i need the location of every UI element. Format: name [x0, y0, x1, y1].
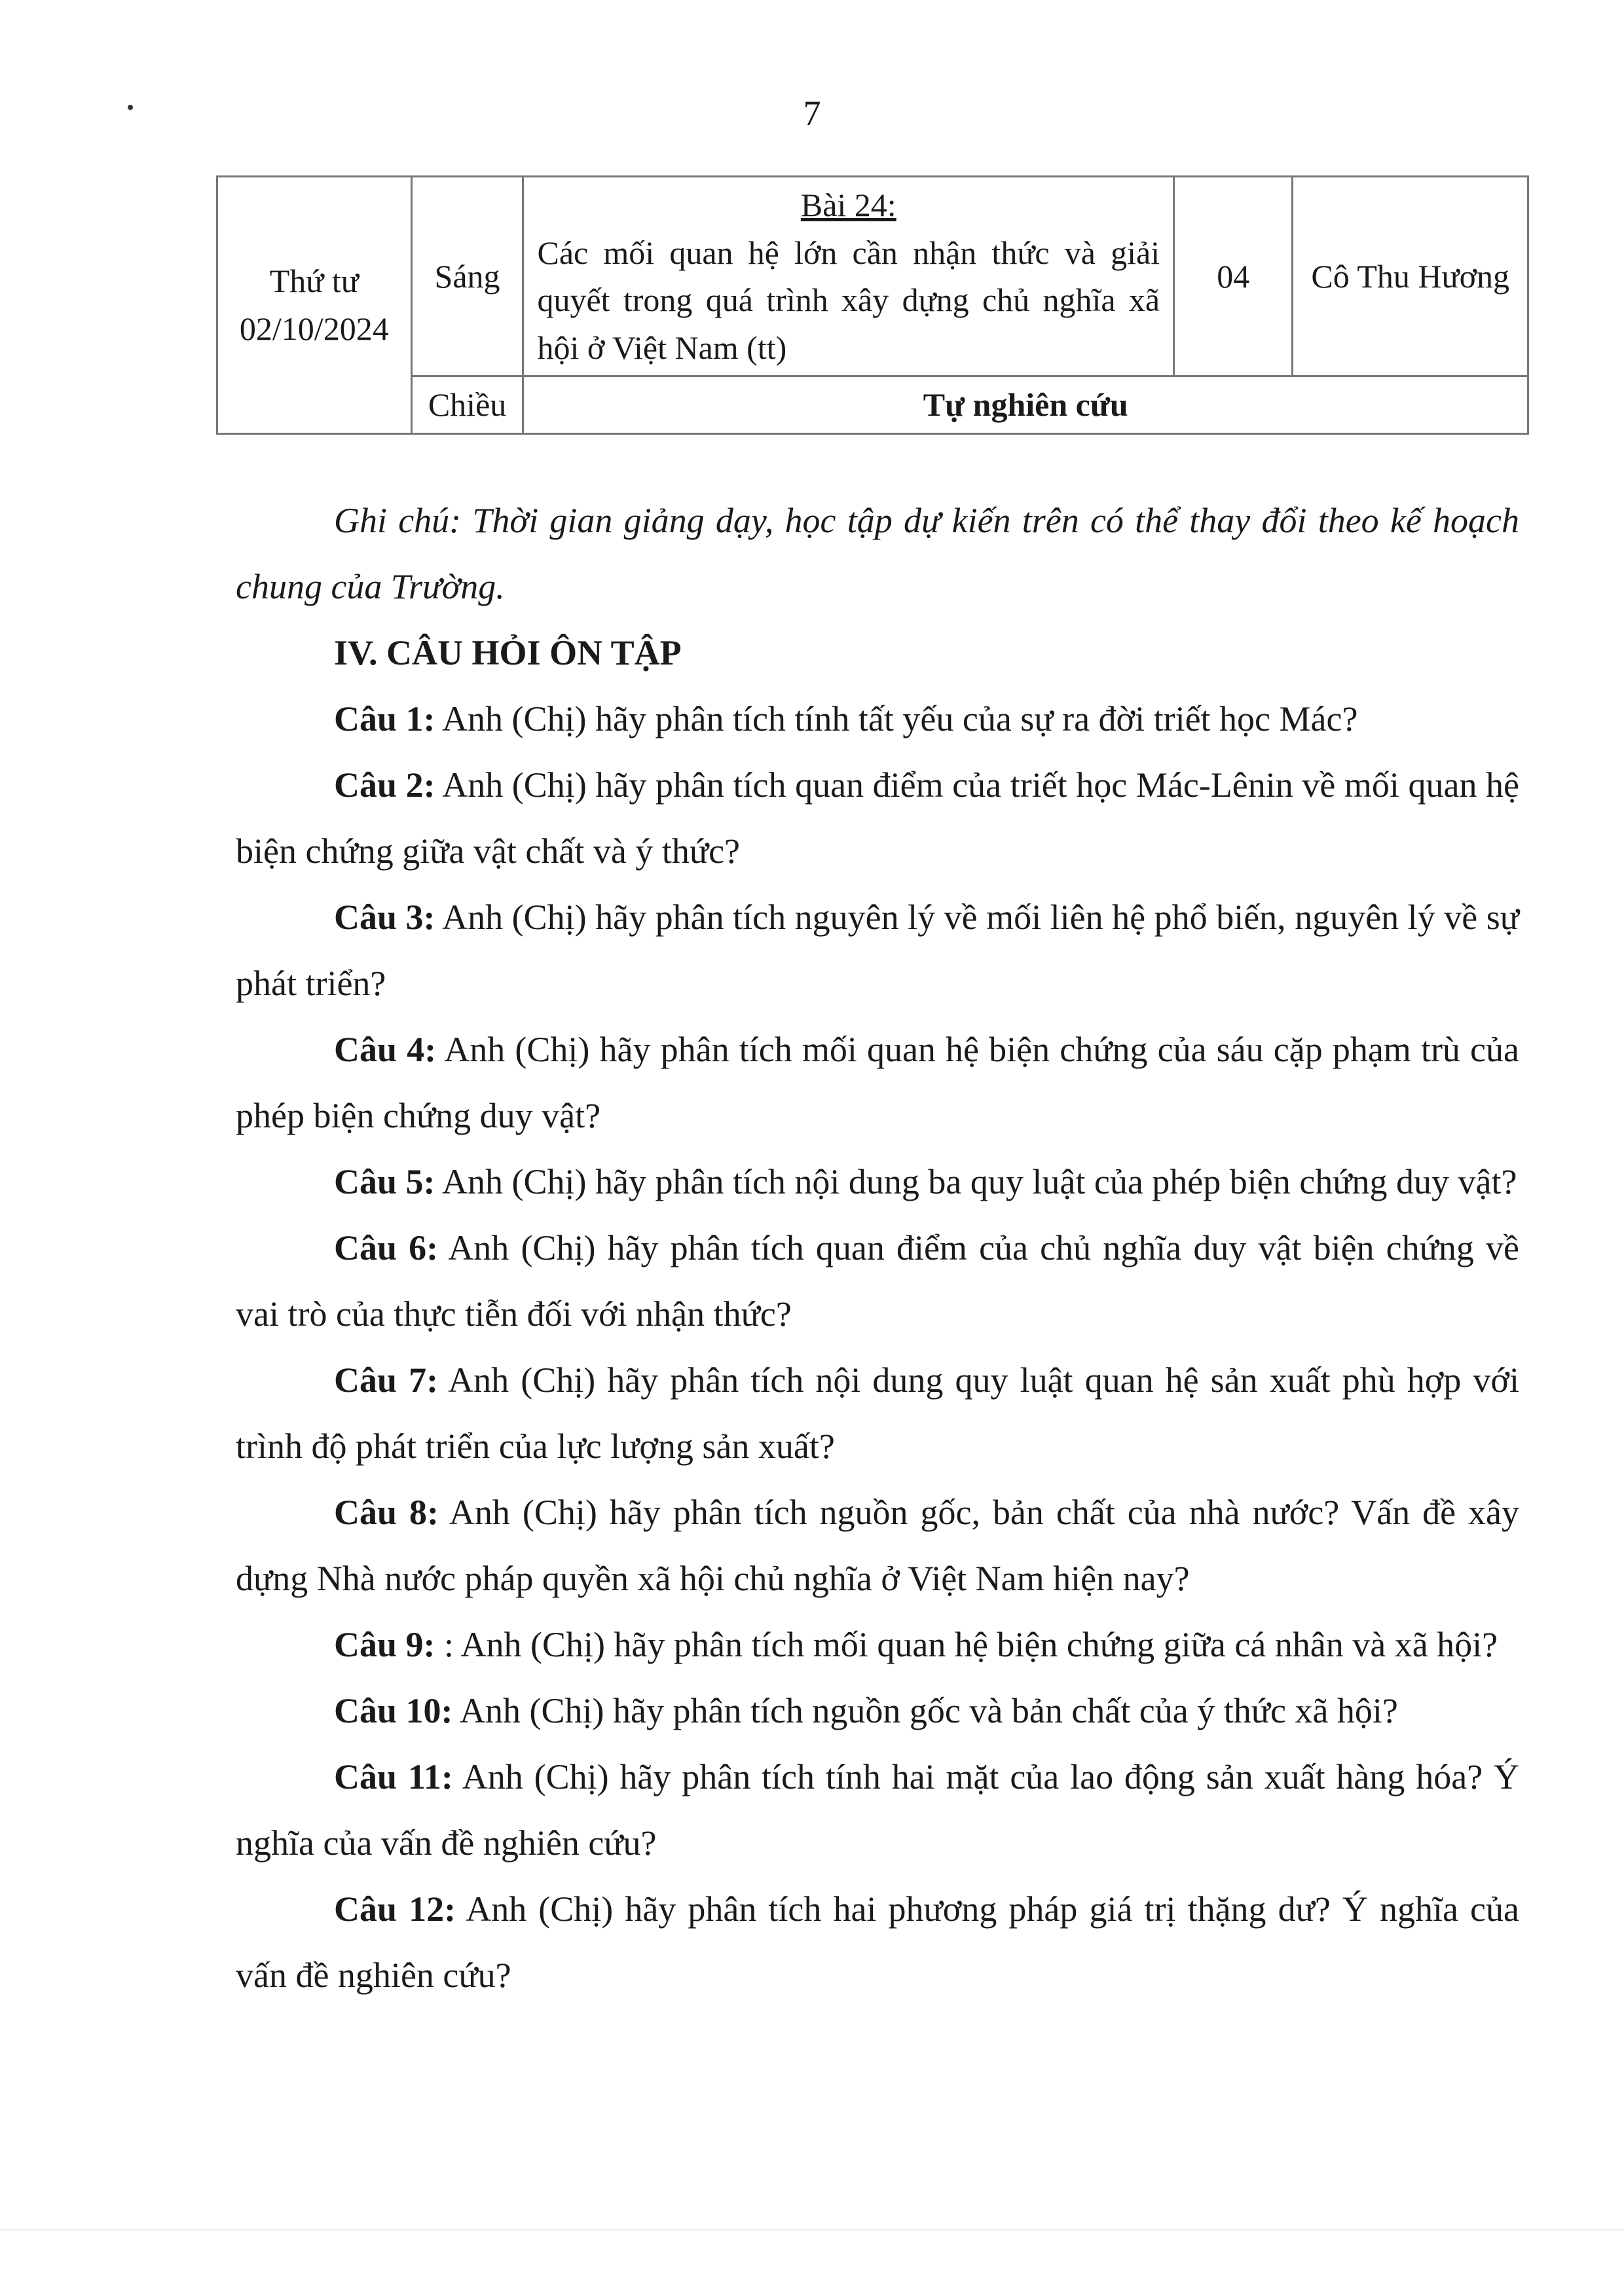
question-label: Câu 9:: [334, 1625, 435, 1664]
session-morning: Sáng: [411, 177, 523, 376]
question-text: Anh (Chị) hãy phân tích nội dung quy luật quan hệ sản xuất phù hợp với trình độ phát triển của lực lượng sản xuất?: [236, 1360, 1519, 1466]
session-afternoon: Chiều: [411, 376, 523, 434]
question-text: Anh (Chị) hãy phân tích hai phương pháp giá trị thặng dư? Ý nghĩa của vấn đề nghiên cứu?: [236, 1889, 1519, 1995]
review-question: [236, 1347, 1519, 1480]
review-question: [236, 1149, 1519, 1215]
review-question: [236, 1017, 1519, 1149]
section-heading: IV. CÂU HỎI ÔN TẬP: [334, 633, 682, 672]
question-label: Câu 3:: [334, 898, 435, 937]
question-text: Anh (Chị) hãy phân tích tính hai mặt của lao động sản xuất hàng hóa? Ý nghĩa của vấn đề nghiên cứu?: [236, 1757, 1519, 1863]
self-study-cell: Tự nghiên cứu: [523, 376, 1528, 434]
schedule-table: [216, 175, 1529, 435]
review-question: [236, 1744, 1519, 1876]
question-label: Câu 12:: [334, 1889, 456, 1929]
question-label: Câu 10:: [334, 1691, 453, 1730]
review-question: [236, 686, 1519, 752]
day-date: 02/10/2024: [239, 310, 389, 347]
question-list: [236, 686, 1519, 2009]
lesson-cell: [523, 177, 1174, 376]
review-question: [236, 1612, 1519, 1678]
review-question: [236, 1480, 1519, 1612]
question-label: Câu 7:: [334, 1360, 439, 1400]
teacher-name: Cô Thu Hương: [1293, 177, 1528, 376]
question-text: Anh (Chị) hãy phân tích nguồn gốc và bản chất của ý thức xã hội?: [452, 1691, 1398, 1730]
lesson-hours: 04: [1174, 177, 1293, 376]
question-label: Câu 4:: [334, 1030, 437, 1069]
question-text: Anh (Chị) hãy phân tích nguyên lý về mối liên hệ phổ biến, nguyên lý về sự phát triển?: [236, 898, 1519, 1003]
scan-edge-line: [0, 2229, 1624, 2231]
question-text: : Anh (Chị) hãy phân tích mối quan hệ biện chứng giữa cá nhân và xã hội?: [435, 1625, 1498, 1664]
schedule-note: Ghi chú: Thời gian giảng dạy, học tập dự kiến trên có thể thay đổi theo kế hoạch chung của Trường.: [236, 501, 1519, 606]
question-label: Câu 8:: [334, 1493, 439, 1532]
lesson-number: Bài 24:: [800, 187, 896, 223]
document-body: [236, 488, 1519, 2009]
review-question: [236, 1678, 1519, 1744]
schedule-row-morning: [217, 177, 1528, 376]
lesson-title: Các mối quan hệ lớn cần nhận thức và giải quyết trong quá trình xây dựng chủ nghĩa xã hội ở Việt Nam (tt): [537, 234, 1160, 366]
question-text: Anh (Chị) hãy phân tích quan điểm của chủ nghĩa duy vật biện chứng về vai trò của thực tiễn đối với nhận thức?: [236, 1228, 1520, 1334]
question-label: Câu 1:: [334, 699, 435, 738]
review-question: [236, 884, 1519, 1017]
review-question: [236, 752, 1519, 884]
day-name: Thứ tư: [269, 263, 359, 300]
review-question: [236, 1215, 1519, 1347]
question-text: Anh (Chị) hãy phân tích tính tất yếu của sự ra đời triết học Mác?: [435, 699, 1358, 738]
question-label: Câu 5:: [334, 1162, 435, 1201]
question-text: Anh (Chị) hãy phân tích nội dung ba quy luật của phép biện chứng duy vật?: [435, 1162, 1517, 1201]
page-number: 7: [803, 94, 821, 133]
review-question: [236, 1876, 1519, 2009]
day-cell: [217, 177, 412, 434]
question-label: Câu 6:: [334, 1228, 439, 1267]
question-label: Câu 11:: [334, 1757, 453, 1796]
question-text: Anh (Chị) hãy phân tích mối quan hệ biện chứng của sáu cặp phạm trù của phép biện chứng duy vật?: [236, 1030, 1519, 1135]
question-text: Anh (Chị) hãy phân tích quan điểm của triết học Mác-Lênin về mối quan hệ biện chứng giữa vật chất và ý thức?: [236, 765, 1519, 871]
question-label: Câu 2:: [334, 765, 435, 805]
schedule-row-afternoon: [217, 376, 1528, 434]
question-text: Anh (Chị) hãy phân tích nguồn gốc, bản chất của nhà nước? Vấn đề xây dựng Nhà nước pháp quyền xã hội chủ nghĩa ở Việt Nam hiện nay?: [236, 1493, 1520, 1598]
